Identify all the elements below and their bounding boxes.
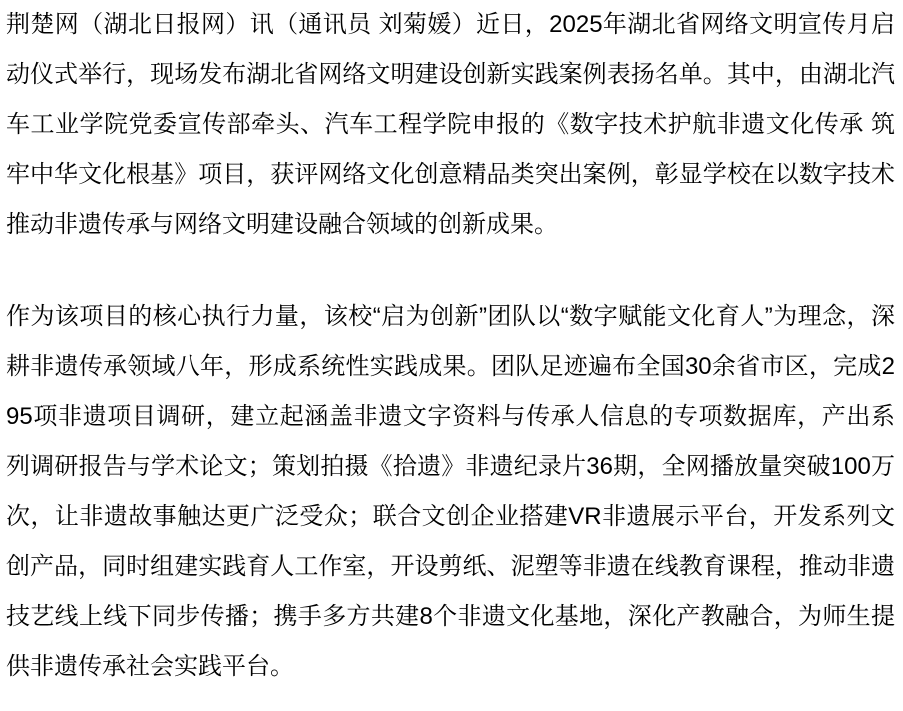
article-paragraph-1: 荆楚网（湖北日报网）讯（通讯员 刘菊媛）近日，2025年湖北省网络文明宣传月启动仪式举行，现场发布湖北省网络文明建设创新实践案例表扬名单。其中，由湖北汽车工业学院党委宣传部牵头、汽车工程学院申报的《数字技术护航非遗文化传承 筑牢中华文化根基》项目，获评网络文化创意精品类突出案例，彰显学校在以数字技术推动非遗传承与网络文明建设融合领域的创新成果。: [6, 11, 895, 238]
article-paragraph-2: 作为该项目的核心执行力量，该校“启为创新”团队以“数字赋能文化育人”为理念，深耕非遗传承领域八年，形成系统性实践成果。团队足迹遍布全国30余省市区，完成295项非遗项目调研，建立起涵盖非遗文字资料与传承人信息的专项数据库，产出系列调研报告与学术论文；策划拍摄《拾遗》非遗纪录片36期，全网播放量突破100万次，让非遗故事触达更广泛受众；联合文创企业搭建VR非遗展示平台，开发系列文创产品，同时组建实践育人工作室，开设剪纸、泥塑等非遗在线教育课程，推动非遗技艺线上线下同步传播；携手多方共建8个非遗文化基地，深化产教融合，为师生提供非遗传承社会实践平台。: [6, 303, 895, 680]
